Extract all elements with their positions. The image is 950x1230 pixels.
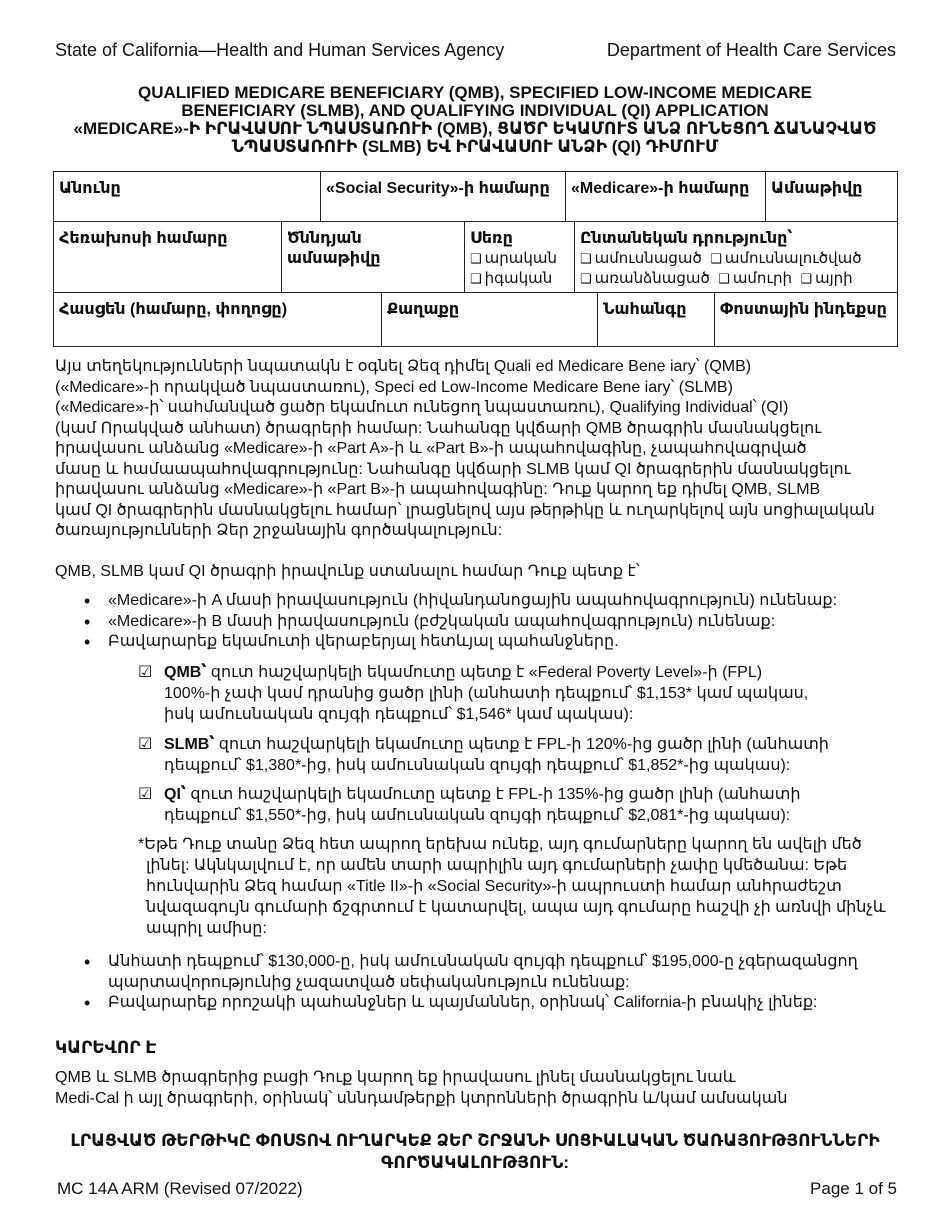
medicare-number-label: «Medicare»-ի համարը (571, 180, 750, 197)
state-label: Նահանգը (603, 301, 687, 318)
paragraph-line: («Medicare»-ի որակված նպաստառու), Speci ed Low-Income Medicare Bene iary՝ (SLMB) (55, 378, 733, 396)
option-label: այրի (814, 270, 853, 287)
requirement-line: դեպքում՝ $1,380*-ից, իսկ ամուսնական զույգի դեպքում՝ $1,852*-ից պակաս): (164, 757, 791, 774)
sex-field (464, 222, 574, 292)
option-label: ամուսնալուծված (724, 250, 862, 267)
department-name: Department of Health Care Services (606, 40, 896, 60)
list-item-line: • Անհատի դեպքում՝ $130,000-ը, իսկ ամուսնական զույգի դեպքում՝ $195,000-ը չգերազանցող (108, 953, 858, 970)
list-item: • «Medicare»-ի B մասի իրավասություն (բժշկական ապահովագրություն) ունենաք: (78, 612, 837, 633)
form-id: MC 14A ARM (Revised 07/2022) (57, 1179, 303, 1198)
option-label: ամուսնացած (594, 250, 702, 267)
form-title (40, 84, 910, 156)
marital-option-single[interactable] (718, 270, 792, 287)
form-row (54, 293, 897, 346)
checked-box-icon: ☑ (138, 736, 153, 753)
footnote-line: լինել: Ակնկալվում է, որ ամեն տարի ապրիլին այդ գումարների չափը կմեծանա: Եթե (146, 857, 848, 874)
requirements-list (78, 591, 837, 653)
zip-label: Փոստային ինդեքսը (720, 301, 887, 318)
qmb-label: QMB՝ (164, 664, 207, 681)
marital-status-field (574, 222, 896, 292)
sex-label: Սեռը (470, 230, 513, 247)
sex-option-male[interactable] (470, 248, 569, 269)
marital-option-married[interactable] (580, 250, 702, 267)
phone-label: Հեռախոսի համարը (59, 230, 228, 247)
address-label: Հասցեն (համարը, փողոցը) (59, 301, 288, 318)
medicare-number-field[interactable] (565, 172, 765, 221)
page-number: Page 1 of 5 (810, 1179, 897, 1198)
additional-requirements-list (78, 952, 858, 1014)
important-paragraph (55, 1068, 905, 1109)
option-label: արական (484, 250, 558, 267)
paragraph-line: QMB և SLMB ծրագրերից բացի Դուք կարող եք իրավասու լինել մասնակցելու նաև (55, 1069, 736, 1086)
requirement-line: զուտ հաշվարկելի եկամուտը պետք է FPL-ի 135%-ից ցածր լինի (անհատի (185, 786, 801, 803)
qmb-requirement (138, 662, 808, 725)
form-row (54, 172, 897, 222)
ssn-label: «Social Security»-ի համարը (326, 180, 550, 197)
requirement-line: դեպքում՝ $1,550*-ից, իսկ ամուսնական զույգի դեպքում՝ $2,081*-ից պակաս): (164, 807, 791, 824)
agency-name: State of California—Health and Human Services Agency (55, 40, 505, 60)
title-line: ՆՊԱՍՏԱՌՈՒԻ (SLMB) ԵՎ ԻՐԱՎԱՍՈՒ ԱՆՁԻ (QI) ԴԻՄՈՒՄ (231, 137, 719, 156)
marital-option-separated[interactable] (580, 270, 710, 287)
title-line: BENEFICIARY (SLMB), AND QUALIFYING INDIVIDUAL (QI) APPLICATION (181, 101, 769, 120)
city-label: Քաղաքը (387, 301, 460, 318)
requirement-line: զուտ հաշվարկելի եկամուտը պետք է «Federal Poverty Level»-ի (FPL) (206, 664, 763, 681)
paragraph-line: մասը և համաապահովագրությունը: Նահանգը կվճարի SLMB կամ QI ծրագրերին մասնակցելու (55, 460, 851, 478)
paragraph-line: («Medicare»-ի՝ սահմանված ցածր եկամուտ ունեցող նպաստառու), Qualifying Individual՝ (QI) (55, 399, 789, 416)
marital-options-row (580, 248, 891, 269)
date-field[interactable] (765, 172, 896, 221)
paragraph-line: Medi-Cal ի այլ ծրագրերի, օրինակ՝ սննդամթերքի կտրոնների ծրագրին և/կամ ամսական (55, 1089, 788, 1107)
birth-date-field[interactable] (281, 222, 464, 292)
closing-line: ԼՐԱՑՎԱԾ ԹԵՐԹԻԿԸ ՓՈՍՏՈՎ ՈՒՂԱՐԿԵՔ ՁԵՐ ՇՐՋԱՆԻ ՍՈՑԻԱԼԱԿԱՆ ԾԱՌԱՅՈՒԹՅՈՒՆՆԵՐԻ (70, 1131, 880, 1150)
form-row (54, 222, 897, 293)
footnote-line: հունվարին Ձեզ համար «Title II»-ի «Social Security»-ի ապրուստի համար անհրաժեշտ (146, 878, 842, 895)
marital-option-divorced[interactable] (710, 250, 861, 267)
title-line: «MEDICARE»-Ի ԻՐԱՎԱՍՈՒ ՆՊԱՍՏԱՌՈՒԻ (QMB), ՑԱԾՐ ԵԿԱՄՈՒՏ ԱՆՁ ՈՒՆԵՑՈՂ ՃԱՆԱՉՎԱԾ (73, 119, 877, 138)
paragraph-line: իրավասու անձանց «Medicare»-ի «Part A»-ի և «Part B»-ի ապահովագինը, չապահովագրված (55, 440, 807, 457)
checkbox-icon[interactable]: ❑ (710, 251, 722, 266)
checkbox-icon[interactable]: ❑ (580, 251, 592, 266)
list-item: • Բավարարեք որոշակի պահանջներ և պայմաններ, օրինակ՝ California-ի բնակիչ լինեք: (78, 993, 858, 1014)
slmb-requirement (138, 734, 829, 776)
requirement-line: զուտ հաշվարկելի եկամուտը պետք է FPL-ի 120%-ից ցածր լինի (անհատի (214, 736, 829, 753)
zip-field[interactable] (714, 293, 896, 346)
paragraph-line: (կամ Որակված անհատ) ծրագրերի համար: Նահանգը կվճարի QMB ծրագրին մասնակցելու (55, 419, 822, 437)
title-line: QUALIFIED MEDICARE BENEFICIARY (QMB), SPECIFIED LOW-INCOME MEDICARE (138, 83, 812, 102)
list-item-line: պարտավորությունից չազատված սեփականություն ունենաք: (108, 973, 630, 991)
closing-line: ԳՈՐԾԱԿԱԼՈՒԹՅՈՒՆ: (380, 1153, 570, 1172)
birth-date-label: Ծննդյան ամսաթիվը (287, 230, 381, 267)
checked-box-icon: ☑ (138, 786, 153, 803)
requirement-line: իսկ ամուսնական զույգի դեպքում՝ $1,546* կամ պակաս): (164, 706, 634, 723)
requirements-intro: QMB, SLMB կամ QI ծրագրի իրավունք ստանալու համար Դուք պետք է՝ (55, 563, 640, 580)
footnote-line: ապրիլ ամիսը: (146, 920, 267, 937)
city-field[interactable] (381, 293, 597, 346)
slmb-label: SLMB՝ (164, 736, 215, 753)
mailing-instructions (40, 1130, 910, 1174)
paragraph-line: ծառայությունների Ձեր շրջանային գործակալություն: (55, 522, 503, 539)
footnote-line: *Եթե Դուք տանը Ձեզ հետ ապրող երեխա ունեք, այդ գումարները կարող են ավելի մեծ (138, 836, 862, 853)
list-item: • «Medicare»-ի A մասի իրավասություն (հիվանդանոցային ապահովագրություն) ունենաք: (78, 591, 837, 612)
name-field[interactable] (54, 172, 320, 221)
checked-box-icon: ☑ (138, 664, 153, 681)
checkbox-icon[interactable]: ❑ (800, 271, 812, 286)
qi-requirement (138, 784, 800, 826)
marital-status-label: Ընտանեկան դրությունը՝ (580, 230, 793, 247)
important-heading: ԿԱՐԵՎՈՐ Է (55, 1038, 157, 1057)
paragraph-line: Այս տեղեկությունների նպատակն է օգնել Ձեզ դիմել Quali ed Medicare Bene iary՝ (QMB) (55, 358, 752, 375)
list-item (78, 952, 858, 993)
qi-label: QI՝ (164, 786, 186, 803)
checkbox-icon[interactable]: ❑ (470, 251, 482, 266)
footnote (138, 834, 886, 939)
ssn-field[interactable] (320, 172, 565, 221)
date-label: Ամսաթիվը (771, 180, 863, 197)
marital-option-widowed[interactable] (800, 270, 852, 287)
option-label: իգական (484, 270, 553, 287)
checkbox-icon[interactable]: ❑ (470, 271, 482, 286)
requirement-line: 100%-ի չափ կամ դրանից ցածր լինի (անհատի դեպքում՝ $1,153* կամ պակաս, (164, 685, 809, 702)
name-label: Անունը (59, 180, 121, 197)
paragraph-line: կամ QI ծրագրերին մասնակցելու համար՝ լրացնելով այս թերթիկը և ուղարկելով այն սոցիալական (55, 501, 875, 519)
list-item: • Բավարարեք եկամուտի վերաբերյալ հետևյալ պահանջները. (78, 632, 837, 653)
footnote-line: նվազագույն գումարի ճշգրտում է կատարվել, ապա այդ գումարը հաշվի չի առնվի մինչև (146, 899, 886, 916)
applicant-info-table (53, 171, 898, 347)
marital-options-row (580, 269, 891, 288)
checkbox-icon[interactable]: ❑ (718, 271, 730, 286)
state-field[interactable] (597, 293, 714, 346)
option-label: առանձնացած (594, 270, 710, 287)
phone-field[interactable] (54, 222, 281, 292)
checkbox-icon[interactable]: ❑ (580, 271, 592, 286)
intro-paragraph (55, 357, 905, 542)
address-field[interactable] (54, 293, 381, 346)
option-label: ամուրի (732, 270, 792, 287)
paragraph-line: իրավասու անձանց «Medicare»-ի «Part B»-ի ապահովագինը: Դուք կարող եք դիմել QMB, SLMB (55, 481, 821, 498)
sex-option-female[interactable] (470, 269, 569, 288)
